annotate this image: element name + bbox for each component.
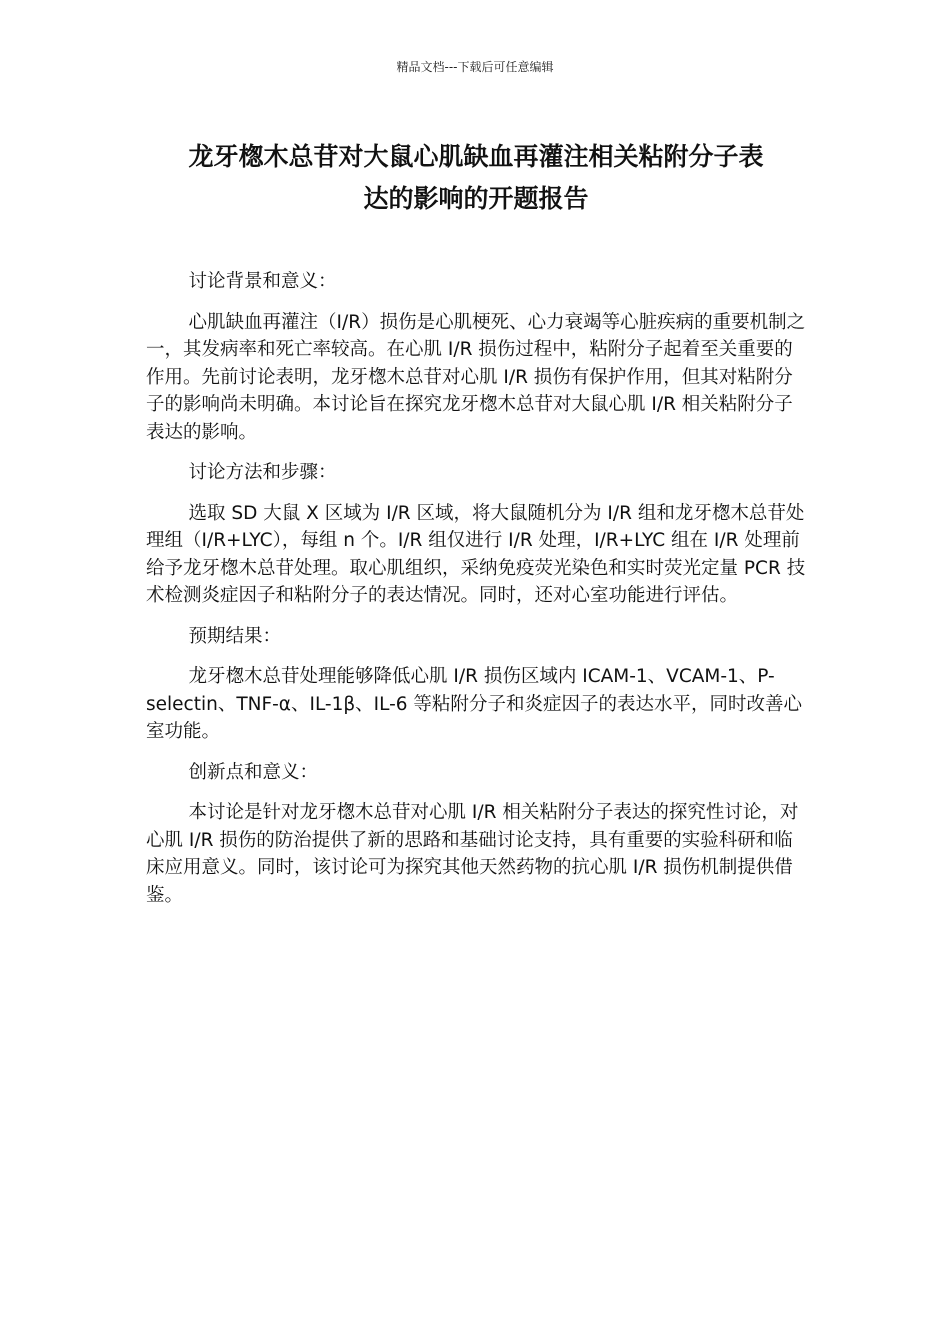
section-body-background: 心肌缺血再灌注（I/R）损伤是心肌梗死、心力衰竭等心脏疾病的重要机制之一，其发病率和死亡率较高。在心肌 I/R 损伤过程中，粘附分子起着至关重要的作用。先前讨论表明，龙牙楤木总苷对心肌 I/R 损伤有保护作用，但其对粘附分子的影响尚未明确。本讨论旨在探究龙牙楤木总苷对大鼠心肌 I/R 相关粘附分子表达的影响。 (146, 311, 806, 443)
document-title (140, 136, 812, 220)
document-title-line-2: 达的影响的开题报告 (363, 184, 589, 213)
section-heading-methods: 讨论方法和步骤： (188, 462, 337, 483)
section-body-expected-results: 龙牙楤木总苷处理能够降低心肌 I/R 损伤区域内 ICAM-1、VCAM-1、P-selectin、TNF-α、IL-1β、IL-6 等粘附分子和炎症因子的表达水平，同时改善心室功能。 (146, 666, 802, 742)
section-heading-expected-results: 预期结果： (188, 625, 282, 647)
document-title-line-1: 龙牙楤木总苷对大鼠心肌缺血再灌注相关粘附分子表 (188, 142, 764, 171)
section-body-innovation: 本讨论是针对龙牙楤木总苷对心肌 I/R 相关粘附分子表达的探究性讨论，对心肌 I/R 损伤的防治提供了新的思路和基础讨论支持，具有重要的实验科研和临床应用意义。同时，该讨论可为探究其他天然药物的抗心肌 I/R 损伤机制提供借鉴。 (146, 802, 799, 906)
page-header: 精品文档---下载后可任意编辑 (396, 60, 554, 74)
section-heading-innovation: 创新点和意义： (188, 761, 319, 783)
section-body-methods: 选取 SD 大鼠 X 区域为 I/R 区域，将大鼠随机分为 I/R 组和龙牙楤木总苷处理组（I/R+LYC），每组 n 个。I/R 组仅进行 I/R 处理，I/R+LYC 组在 I/R 处理前给予龙牙楤木总苷处理。取心肌组织，采纳免疫荧光染色和实时荧光定量 PCR 技术检测炎症因子和粘附分子的表达情况。同时，还对心室功能进行评估。 (146, 502, 806, 606)
document-body (146, 268, 806, 922)
section-heading-background: 讨论背景和意义： (188, 271, 337, 292)
